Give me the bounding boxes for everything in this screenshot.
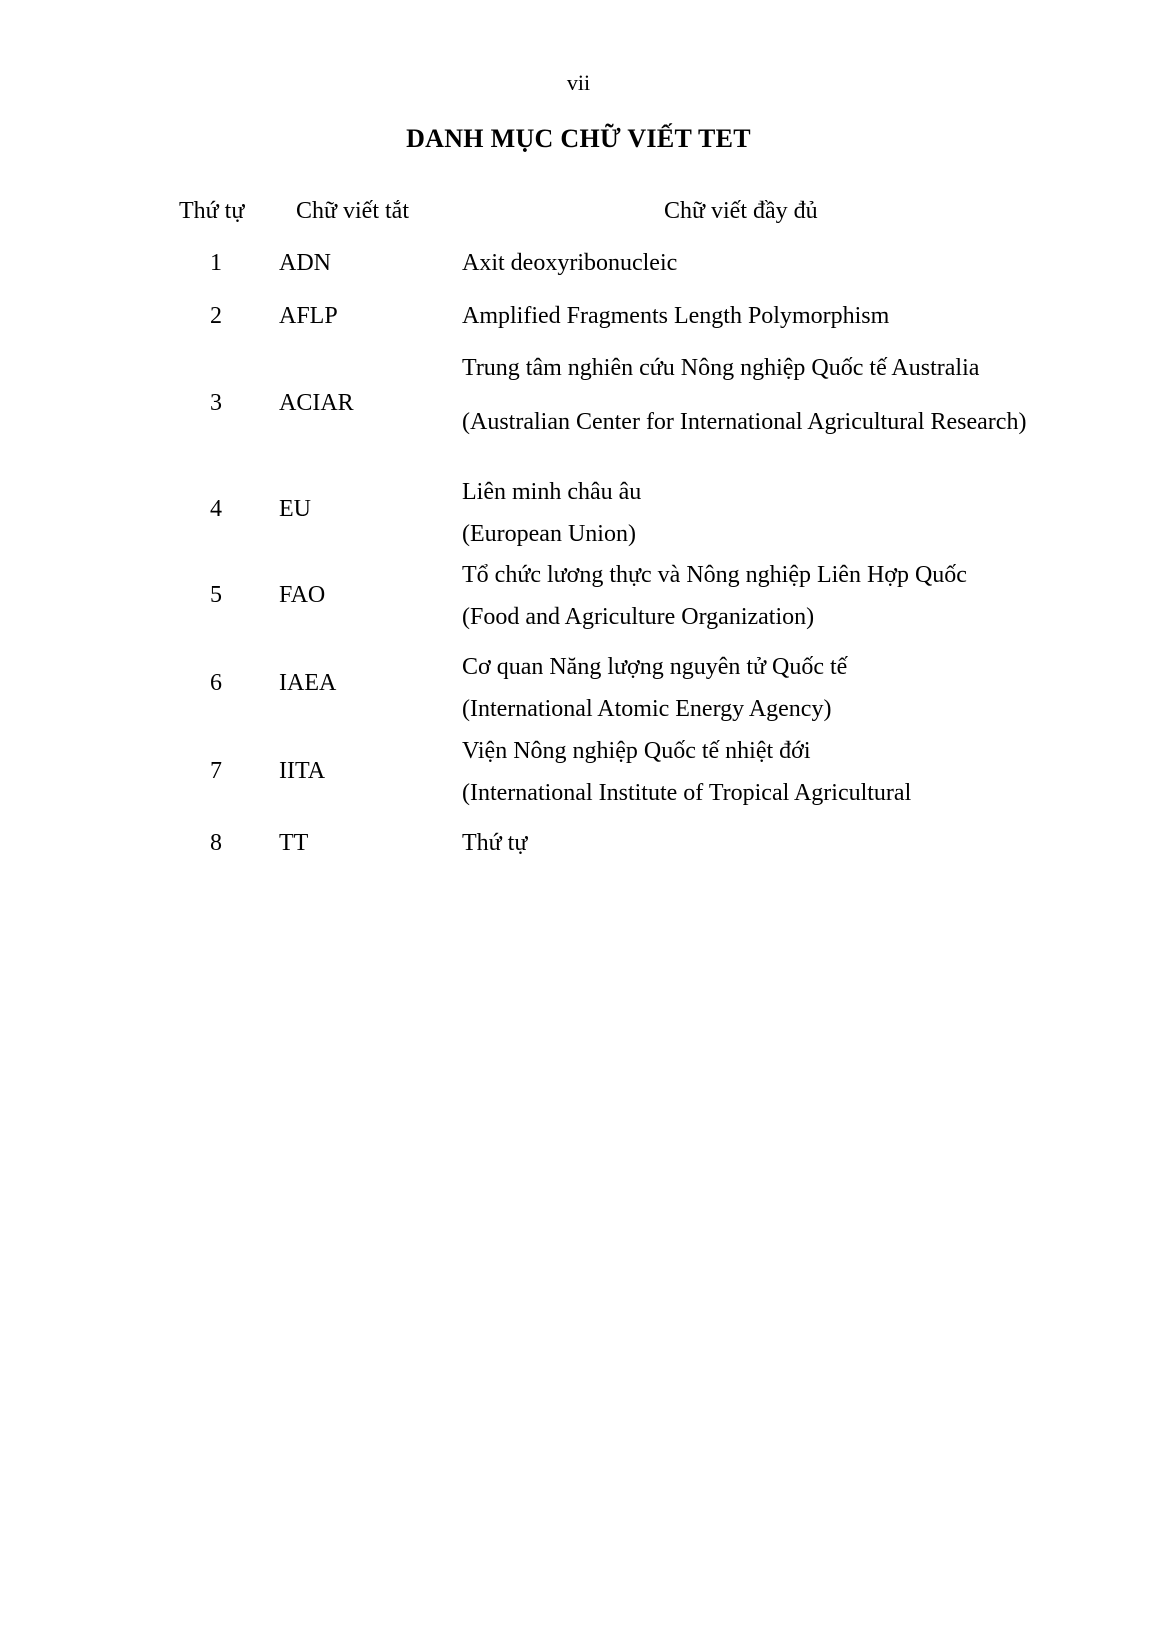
row-full-form: Liên minh châu âu bbox=[462, 479, 642, 505]
row-number: 1 bbox=[210, 250, 222, 276]
row-full-form: Tổ chức lương thực và Nông nghiệp Liên Hợp Quốc bbox=[462, 562, 967, 588]
row-full-form-english: (International Institute of Tropical Agricultural bbox=[462, 780, 912, 806]
row-full-form: Cơ quan Năng lượng nguyên tử Quốc tế bbox=[462, 654, 848, 680]
row-full-form-english: (Australian Center for International Agricultural Research) bbox=[462, 409, 1027, 435]
header-abbreviation: Chữ viết tắt bbox=[296, 198, 409, 224]
row-full-form-english: (Food and Agriculture Organization) bbox=[462, 604, 815, 630]
row-abbreviation: IITA bbox=[279, 758, 326, 784]
row-abbreviation: ACIAR bbox=[279, 390, 354, 416]
header-full-form: Chữ viết đầy đủ bbox=[664, 198, 818, 224]
row-full-form-english: (European Union) bbox=[462, 521, 636, 547]
row-full-form: Trung tâm nghiên cứu Nông nghiệp Quốc tế Australia bbox=[462, 355, 980, 381]
row-abbreviation: IAEA bbox=[279, 670, 337, 696]
row-number: 7 bbox=[210, 758, 222, 784]
row-number: 2 bbox=[210, 303, 222, 329]
row-number: 6 bbox=[210, 670, 222, 696]
row-full-form: Amplified Fragments Length Polymorphism bbox=[462, 303, 890, 329]
row-full-form: Viện Nông nghiệp Quốc tế nhiệt đới bbox=[462, 738, 811, 764]
row-abbreviation: TT bbox=[279, 830, 309, 856]
row-abbreviation: EU bbox=[279, 496, 311, 522]
row-full-form-english: (International Atomic Energy Agency) bbox=[462, 696, 832, 722]
header-order: Thứ tự bbox=[179, 198, 245, 224]
row-full-form: Axit deoxyribonucleic bbox=[462, 250, 678, 276]
row-abbreviation: FAO bbox=[279, 582, 326, 608]
page-number: vii bbox=[566, 70, 591, 95]
row-number: 3 bbox=[210, 390, 222, 416]
page-title: DANH MỤC CHỮ VIẾT TET bbox=[406, 124, 751, 153]
row-number: 5 bbox=[210, 582, 222, 608]
row-abbreviation: ADN bbox=[279, 250, 331, 276]
row-abbreviation: AFLP bbox=[279, 303, 338, 329]
row-full-form: Thứ tự bbox=[462, 830, 528, 856]
row-number: 4 bbox=[210, 496, 222, 522]
row-number: 8 bbox=[210, 830, 222, 856]
